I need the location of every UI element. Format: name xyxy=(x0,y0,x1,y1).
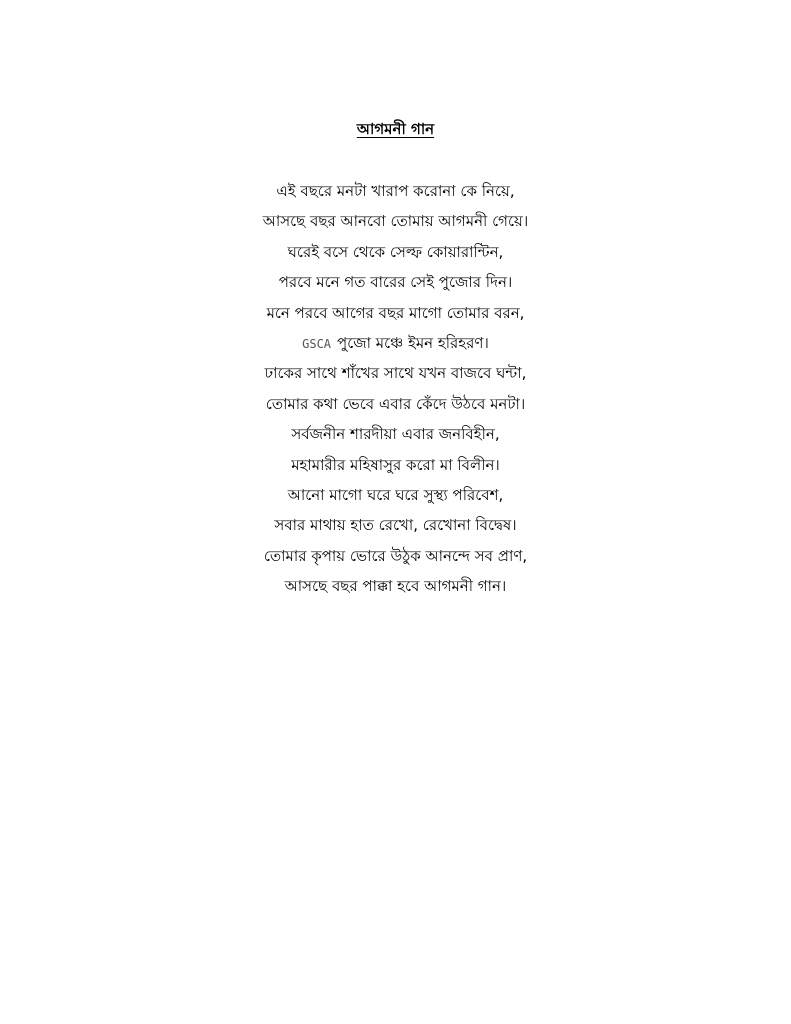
poem-line-text: এই বছরে মনটা খারাপ করোনা কে নিয়ে, xyxy=(276,182,515,200)
poem-line xyxy=(0,389,791,419)
poem-line-text: তোমার কথা ভেবে এবার কেঁদে উঠবে মনটা। xyxy=(265,394,526,413)
poem-line-text: ঢাকের সাথে শাঁখের সাথে যখন বাজবে ঘন্টা, xyxy=(264,364,527,383)
poem-line xyxy=(0,480,791,510)
poem-line-text: সবার মাথায় হাত রেখো, রেখোনা বিদ্বেষ। xyxy=(274,516,517,535)
poem-line-text: আসছে বছর পাক্কা হবে আগমনী গান। xyxy=(284,577,507,596)
poem-line-text: পরবে মনে গত বারের সেই পুজোর দিন। xyxy=(278,273,513,292)
poem-line-text: পুজো মঞ্চে ইমন হরিহরণ। xyxy=(337,333,489,352)
poem-line xyxy=(0,419,791,449)
poem-line xyxy=(0,450,791,480)
poem-body xyxy=(0,176,791,601)
poem-line xyxy=(0,206,791,236)
poem-line xyxy=(0,237,791,267)
poem-line-text: তোমার কৃপায় ভোরে উঠুক আনন্দে সব প্রাণ, xyxy=(263,546,528,565)
poem-line xyxy=(0,267,791,297)
poem-line-text: মহামারীর মহিষাসুর করো মা বিলীন। xyxy=(291,455,500,474)
poem-line xyxy=(0,328,791,358)
poem-title-text: আগমনী গান xyxy=(356,120,435,138)
poem-line xyxy=(0,571,791,601)
poem-line xyxy=(0,510,791,540)
poem-line xyxy=(0,176,791,206)
poem-line xyxy=(0,358,791,388)
poem-line-text: ঘরেই বসে থেকে সেল্ফ কোয়ারান্টিন, xyxy=(287,242,504,261)
poem-title xyxy=(0,118,791,140)
poem-line-text: আসছে বছর আনবো তোমায় আগমনী গেয়ে। xyxy=(262,212,529,231)
poem-line-text: আনো মাগো ঘরে ঘরে সুস্থ্য পরিবেশ, xyxy=(287,485,504,504)
poem-line-text: মনে পরবে আগের বছর মাগো তোমার বরন, xyxy=(266,303,525,322)
poem-line xyxy=(0,298,791,328)
organization-abbreviation: GSCA xyxy=(302,336,332,351)
poem-line xyxy=(0,541,791,571)
poem-line-text: সর্বজনীন শারদীয়া এবার জনবিহীন, xyxy=(291,425,500,444)
